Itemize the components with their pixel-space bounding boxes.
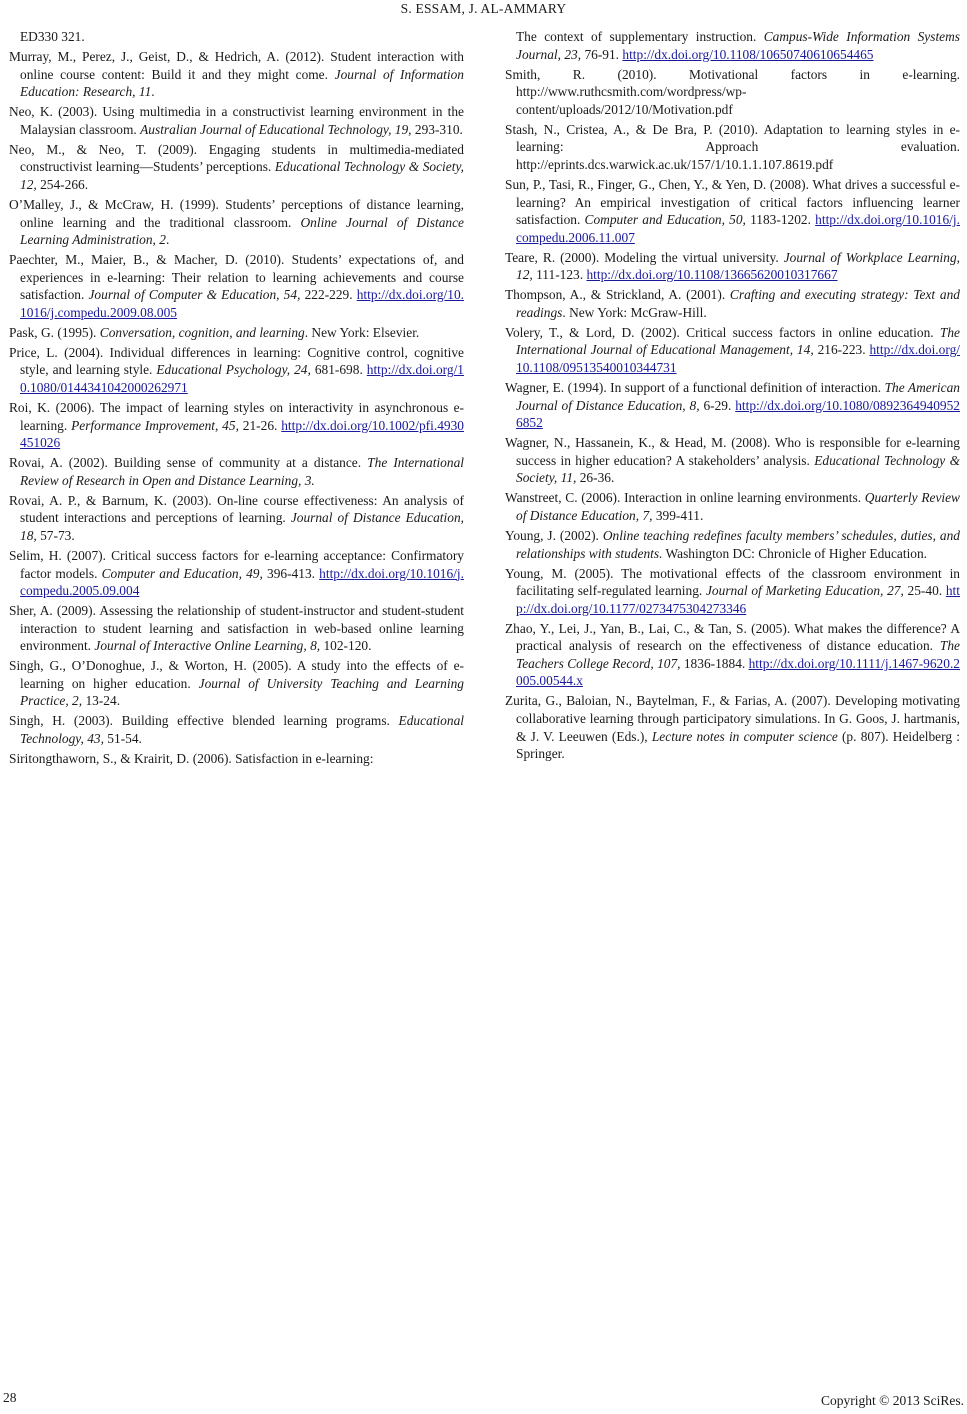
reference-source: Quarterly Review of Distance Education, 7, [516,490,960,523]
reference-entry [9,712,464,747]
reference-details: 293-310. [411,121,463,137]
reference-entry [505,379,960,432]
reference-details: (p. 807). Heidelberg : Springer. [516,728,960,762]
reference-text: Teare, R. (2000). Modeling the virtual university. [505,249,784,265]
reference-details: 25-40. [903,583,946,599]
reference-entry [9,48,464,101]
reference-entry [9,602,464,655]
doi-link[interactable]: http://dx.doi.org/10.1177/0273475304273346 [516,583,960,616]
reference-details: 76-91. [581,46,623,62]
reference-source: Lecture notes in computer science [651,728,838,744]
reference-source: Crafting and executing strategy: Text and readings [516,287,960,320]
reference-entry [9,657,464,710]
doi-link[interactable]: http://dx.doi.org/10.1016/j.compedu.2006.11.007 [516,212,960,245]
reference-text: Wagner, E. (1994). In support of a functional definition of interaction. [505,380,885,396]
running-head: S. ESSAM, J. AL-AMMARY [400,1,567,16]
reference-source: Journal of Information Education: Research, 11 [20,66,464,100]
reference-entry [505,286,960,321]
reference-source: Journal of Marketing Education, 27, [705,583,904,599]
reference-text: Zurita, G., Baloian, N., Baytelman, F., & Farias, A. (2007). Developing motivating collaborative learning through participatory simulations. In G. Goos, J. hartmanis, & J. V. Leeuwen (Eds.), [505,693,960,744]
reference-entry [505,620,960,690]
reference-entry [505,489,960,524]
reference-source: Educational Technology & Society, 12, [20,159,464,192]
reference-text: Smith, R. (2010). Motivational factors in e-learning. http://www.ruthcsmith.com/wordpress/wp-content/uploads/2012/10/Motivation.pdf [505,66,960,117]
reference-details: . New York: Elsevier. [304,324,420,340]
doi-link[interactable]: http://dx.doi.org/10.1108/13665620010317667 [586,267,838,283]
reference-source: Educational Technology, 43, [20,713,464,747]
reference-details: 396-413. [262,565,320,581]
reference-entry [505,121,960,174]
reference-entry [9,103,464,138]
doi-link[interactable]: http://dx.doi.org/10.1080/0144341042000262971 [20,362,464,396]
reference-entry [9,196,464,249]
reference-entry [9,344,464,397]
reference-details: 26-36. [576,470,615,486]
reference-entry [9,492,464,545]
reference-details: 111-123. [532,267,587,283]
reference-details: 399-411. [652,507,704,523]
reference-details: 216-223. [813,342,870,358]
reference-text: Young, J. (2002). [505,527,603,543]
reference-text: Wagner, N., Hassanein, K., & Head, M. (2008). Who is responsible for e-learning success in higher education? A stakeholders’ analysis. [505,435,960,468]
reference-details: 21-26. [238,417,282,433]
reference-entry [9,750,464,768]
reference-text: Price, L. (2004). Individual differences in learning: Cognitive control, cognitive style, and learning style. [9,344,464,378]
reference-text: ED330 321. [20,29,85,44]
reference-entry [505,434,960,487]
reference-details: Washington DC: Chronicle of Higher Education. [662,545,928,561]
reference-details: . New York: McGraw-Hill. [562,304,707,320]
reference-text: Singh, H. (2003). Building effective blended learning programs. [9,713,399,729]
reference-entry [9,28,464,46]
reference-entry [9,547,464,600]
reference-text: Thompson, A., & Strickland, A. (2001). [505,287,730,303]
doi-link[interactable]: http://dx.doi.org/10.1080/08923649409526852 [516,397,960,431]
reference-source: Journal of Interactive Online Learning, 8, [94,638,321,654]
reference-text: Murray, M., Perez, J., Geist, D., & Hedrich, A. (2012). Student interaction with online course content: Build it and they might come. [9,48,464,82]
reference-entry [505,249,960,284]
reference-text: Volery, T., & Lord, D. (2002). Critical success factors in online education. [505,324,940,340]
reference-text: Sher, A. (2009). Assessing the relationship of student-instructor and student-student interaction to student learning and satisfaction in web-based online learning environment. [9,603,464,654]
reference-source: Educational Technology & Society, 11, [516,452,961,486]
reference-details: . [165,232,170,248]
reference-source: Computer and Education, 49, [101,565,263,581]
reference-source: Computer and Education, 50, [584,212,746,228]
reference-source: The International Journal of Educational Management, 14, [516,324,960,358]
reference-source: Performance Improvement, 45, [71,417,239,433]
reference-entry [9,399,464,452]
reference-details: 51-54. [103,731,142,747]
reference-entry [505,176,960,246]
reference-details: 1836-1884. [680,655,749,671]
reference-text: Siritongthaworn, S., & Krairit, D. (2006). Satisfaction in e-learning: [9,751,374,767]
reference-text: O’Malley, J., & McCraw, H. (1999). Students’ perceptions of distance learning, online learning and the traditional classroom. [9,196,464,230]
reference-entry [9,251,464,321]
reference-details: 254-266. [36,176,89,192]
reference-source: Online teaching redefines faculty members’ schedules, duties, and relationships with students. [516,527,960,561]
reference-source: The Teachers College Record, 107, [516,638,960,671]
reference-entry [505,66,960,119]
doi-link[interactable]: http://dx.doi.org/10.1108/10650740610654465 [622,46,874,62]
reference-source: Australian Journal of Educational Technology, 19, [140,121,412,137]
doi-link[interactable]: http://dx.doi.org/10.1016/j.compedu.2005.09.004 [20,565,464,599]
reference-details: 6-29. [699,397,736,413]
reference-entry [505,324,960,377]
reference-source: The American Journal of Distance Education, 8, [516,380,960,413]
reference-text: Neo, K. (2003). Using multimedia in a constructivist learning environment in the Malaysian classroom. [9,104,464,137]
reference-source: Online Journal of Distance Learning Administration, 2 [20,214,464,248]
reference-text: Rovai, A. (2002). Building sense of community at a distance. [9,455,368,471]
reference-entry [9,324,464,342]
reference-text: Neo, M., & Neo, T. (2009). Engaging students in multimedia-mediated constructivist learning—Students’ perceptions. [9,141,464,175]
doi-link[interactable]: http://dx.doi.org/10.1016/j.compedu.2009.08.005 [20,287,464,320]
reference-details: . [151,84,155,100]
doi-link[interactable]: http://dx.doi.org/10.1108/09513540010344731 [516,342,960,376]
reference-source: Campus-Wide Information Systems Journal, 23, [516,29,960,62]
reference-details: 222-229. [300,287,357,303]
reference-text: Young, M. (2005). The motivational effects of the classroom environment in facilitating self-regulated learning. [505,565,960,599]
copyright-notice: Copyright © 2013 SciRes. [820,1393,964,1408]
reference-text: The context of supplementary instruction. [516,29,764,44]
reference-entry [505,28,960,63]
reference-entry [9,141,464,194]
reference-entry [9,454,464,489]
reference-text: Wanstreet, C. (2006). Interaction in online learning environments. [505,490,865,506]
reference-source: Journal of Distance Education, 18, [20,510,464,543]
reference-details: 57-73. [36,527,75,543]
reference-text: Rovai, A. P., & Barnum, K. (2003). On-line course effectiveness: An analysis of student interactions and perceptions of learning. [9,492,464,526]
reference-source: Conversation, cognition, and learning [99,324,305,340]
reference-details: 681-698. [310,362,367,378]
doi-link[interactable]: http://dx.doi.org/10.1111/j.1467-9620.2005.00544.x [516,655,960,689]
reference-source: Educational Psychology, 24, [156,362,311,378]
references-left-column [9,28,464,770]
reference-source: The International Review of Research in Open and Distance Learning, 3. [20,455,464,488]
doi-link[interactable]: http://dx.doi.org/10.1002/pfi.4930451026 [20,417,464,451]
reference-details: 1183-1202. [745,212,816,228]
reference-source: Journal of Workplace Learning, 12, [516,249,961,283]
reference-source: Journal of University Teaching and Learning Practice, 2, [20,675,464,709]
reference-text: Selim, H. (2007). Critical success factors for e-learning acceptance: Confirmatory factor models. [9,547,464,581]
reference-source: Journal of Computer & Education, 54, [88,287,301,303]
reference-entry [505,692,960,762]
reference-text: Roi, K. (2006). The impact of learning styles on interactivity in asynchronous e-learning. [9,400,464,433]
reference-text: Stash, N., Cristea, A., & De Bra, P. (2010). Adaptation to learning styles in e-learning: Approach evaluation. http://eprints.dcs.warwick.ac.uk/157/1/10.1.1.107.8619.pdf [505,121,960,172]
reference-entry [505,565,960,618]
reference-text: Pask, G. (1995). [9,324,100,340]
reference-entry [505,527,960,562]
reference-details: 13-24. [82,693,121,709]
page-number: 28 [3,1390,17,1405]
reference-text: Paechter, M., Maier, B., & Macher, D. (2010). Students’ expectations of, and experiences in e-learning: Their relation to learning achievements and course satisfaction. [9,252,464,303]
references-right-column [505,28,960,765]
reference-details: 102-120. [320,638,372,654]
reference-text: Sun, P., Tasi, R., Finger, G., Chen, Y., & Yen, D. (2008). What drives a successful e-learning? An empirical investigation of critical factors influencing learner satisfaction. [505,176,960,228]
reference-text: Zhao, Y., Lei, J., Yan, B., Lai, C., & Tan, S. (2005). What makes the difference? A practical analysis of research on the effectiveness of distance education. [505,620,960,654]
reference-text: Singh, G., O’Donoghue, J., & Worton, H. (2005). A study into the effects of e-learning on higher education. [9,658,464,691]
